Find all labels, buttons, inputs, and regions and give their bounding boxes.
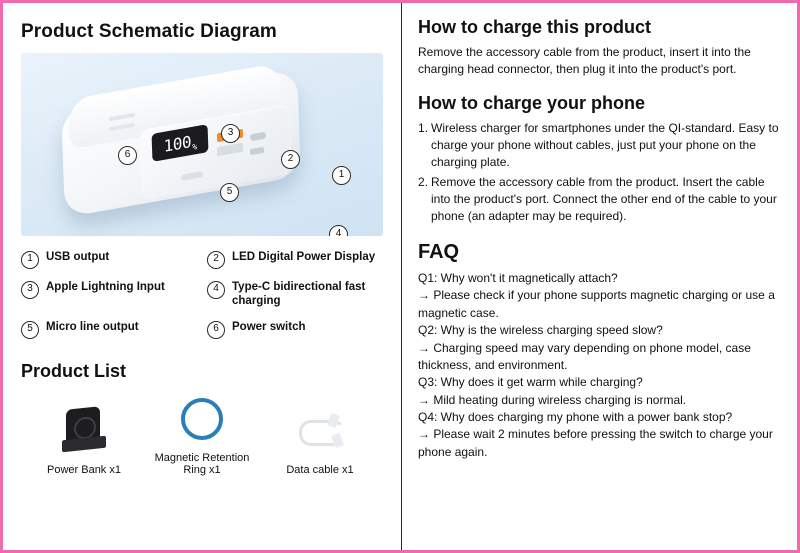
display-unit: % — [192, 142, 197, 152]
legend-item-led-display — [207, 250, 383, 269]
legend-item-usb-output — [21, 250, 207, 269]
callout-marker-4: 4 — [329, 225, 348, 236]
product-caption: Magnetic Retention Ring x1 — [154, 451, 250, 476]
faq-answer: → Mild heating during wireless charging is normal. — [418, 392, 687, 407]
faq-question: Q2: Why is the wireless charging speed slow? — [418, 323, 663, 338]
page-title: Product Schematic Diagram — [21, 21, 277, 42]
right-column — [402, 3, 797, 550]
legend-item-micro-line-output — [21, 320, 207, 339]
faq-answer: → Please wait 2 minutes before pressing the switch to charge your phone again. — [418, 427, 773, 459]
legend-number: 5 — [21, 321, 39, 339]
legend-label: USB output — [46, 251, 110, 263]
product-caption: Data cable x1 — [286, 463, 354, 476]
product-item-power-bank — [25, 402, 143, 476]
legend-number: 4 — [207, 281, 225, 299]
callout-marker-6: 6 — [118, 146, 137, 165]
legend-item-power-switch — [207, 320, 383, 339]
product-item-data-cable — [261, 402, 379, 476]
legend-label: Power switch — [232, 320, 306, 333]
legend-label: Type-C bidirectional fast charging — [232, 281, 366, 308]
product-item-magnetic-ring — [143, 390, 261, 476]
charge-phone-step: Wireless charger for smartphones under the QI-standard. Easy to charge your phone without cables, just put your phone on the charging plate. — [431, 120, 779, 169]
charge-phone-step: Remove the accessory cable from the product. Insert the cable into the product's port. Connect the other end of the cable to your phone (an adapter may be required). — [431, 174, 777, 223]
legend-number: 2 — [207, 251, 225, 269]
legend-label: Apple Lightning Input — [46, 281, 165, 293]
charge-product-text: Remove the accessory cable from the product, insert it into the charging head connector, then plug it into the product's port. — [418, 45, 751, 77]
product-list-title: Product List — [21, 360, 127, 381]
data-cable-icon — [261, 402, 379, 460]
legend-number: 1 — [21, 251, 39, 269]
faq-answer: → Please check if your phone supports magnetic charging or use a magnetic case. — [418, 288, 775, 320]
display-value: 100 — [163, 131, 192, 156]
faq-answer: → Charging speed may vary depending on phone model, case thickness, and environment. — [418, 340, 751, 372]
faq-heading: FAQ — [418, 240, 460, 263]
callout-marker-1: 1 — [332, 166, 351, 185]
faq-question: Q1: Why won't it magnetically attach? — [418, 270, 618, 285]
magnetic-ring-icon — [143, 390, 261, 448]
legend-label: Micro line output — [46, 320, 139, 333]
product-schematic-image — [21, 53, 383, 236]
legend-number: 6 — [207, 321, 225, 339]
product-list — [21, 390, 383, 476]
legend-number: 3 — [21, 281, 39, 299]
left-column — [3, 3, 401, 550]
callout-marker-3: 3 — [221, 124, 240, 143]
callout-marker-2: 2 — [281, 150, 300, 169]
charge-phone-heading: How to charge your phone — [418, 92, 646, 113]
charge-product-heading: How to charge this product — [418, 17, 652, 37]
legend-item-type-c — [207, 280, 383, 309]
legend-list — [21, 250, 383, 339]
product-caption: Power Bank x1 — [47, 463, 121, 476]
faq-question: Q3: Why does it get warm while charging? — [418, 375, 643, 390]
legend-item-lightning-input — [21, 280, 207, 309]
callout-marker-5: 5 — [220, 183, 239, 202]
legend-label: LED Digital Power Display — [232, 251, 376, 263]
power-bank-icon — [25, 402, 143, 460]
charge-phone-steps — [418, 120, 781, 225]
faq-question: Q4: Why does charging my phone with a power bank stop? — [418, 410, 733, 425]
